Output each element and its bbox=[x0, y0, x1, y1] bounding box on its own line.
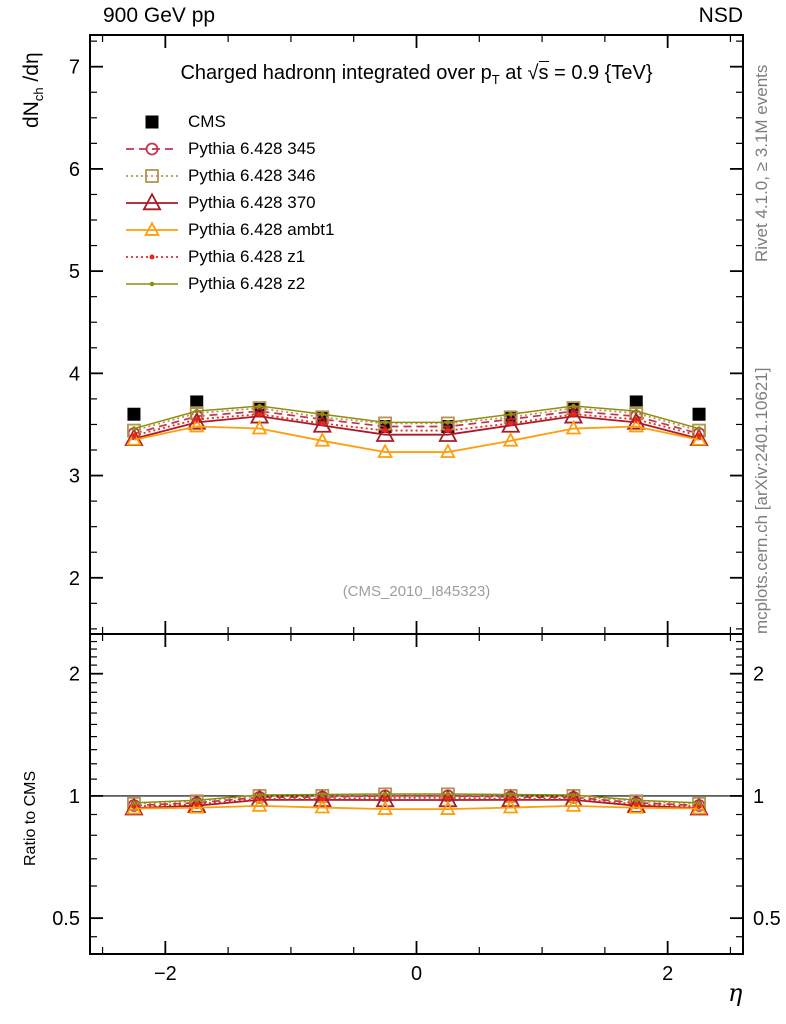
legend-label-z1: Pythia 6.428 z1 bbox=[188, 246, 306, 266]
svg-text:7: 7 bbox=[68, 56, 80, 79]
header-beam-energy: 900 GeV pp bbox=[103, 4, 216, 27]
svg-text:−2: −2 bbox=[153, 963, 177, 985]
legend-label-p346: Pythia 6.428 346 bbox=[188, 165, 316, 185]
series-ambt1-main bbox=[128, 420, 706, 457]
svg-text:0: 0 bbox=[410, 963, 423, 985]
title-mid: at bbox=[499, 62, 528, 84]
svg-text:0.5: 0.5 bbox=[753, 908, 781, 931]
legend-label-cms: CMS bbox=[188, 111, 226, 131]
y-axis-label-sub: ch bbox=[31, 87, 47, 102]
side-note-rivet: Rivet 4.1.0, ≥ 3.1M events bbox=[752, 64, 771, 262]
x-axis-label-eta: η bbox=[728, 979, 743, 1007]
svg-text:1: 1 bbox=[753, 785, 765, 808]
svg-text:2: 2 bbox=[753, 663, 765, 686]
legend-label-p370: Pythia 6.428 370 bbox=[188, 192, 316, 212]
ticks-main bbox=[90, 35, 743, 634]
svg-text:2: 2 bbox=[68, 567, 80, 590]
legend-label-ambt1: Pythia 6.428 ambt1 bbox=[188, 219, 335, 239]
legend-label-z2: Pythia 6.428 z2 bbox=[188, 273, 306, 293]
y-axis-label-dn: dN bbox=[20, 101, 43, 128]
svg-text:4: 4 bbox=[68, 363, 80, 386]
header-event-class: NSD bbox=[698, 4, 743, 27]
svg-text:1: 1 bbox=[68, 785, 80, 808]
svg-text:2: 2 bbox=[662, 963, 674, 985]
legend-label-p345: Pythia 6.428 345 bbox=[188, 138, 316, 158]
svg-text:2: 2 bbox=[68, 663, 80, 686]
title-sqrt-arg: s bbox=[538, 62, 549, 84]
panel-main bbox=[69, 35, 743, 634]
tick-labels-main bbox=[69, 57, 80, 590]
title-text: Charged hadronη integrated over p bbox=[180, 62, 492, 84]
svg-text:3: 3 bbox=[68, 465, 80, 488]
sqrt-icon: √ bbox=[527, 62, 539, 84]
y-axis-label-ratio: Ratio to CMS bbox=[22, 770, 39, 866]
tick-labels-ratio bbox=[52, 664, 781, 985]
y-axis-label-deta: /dη bbox=[20, 52, 43, 88]
panel-ratio bbox=[52, 634, 781, 985]
watermark-analysis-id: (CMS_2010_I845323) bbox=[342, 583, 491, 600]
svg-text:6: 6 bbox=[68, 158, 80, 181]
title-post: = 0.9 {TeV} bbox=[548, 62, 653, 84]
side-note-mcplots: mcplots.cern.ch [arXiv:2401.10621] bbox=[752, 367, 771, 634]
svg-text:0.5: 0.5 bbox=[52, 908, 80, 931]
title-pt-sub: T bbox=[491, 72, 500, 87]
svg-text:5: 5 bbox=[68, 261, 80, 284]
